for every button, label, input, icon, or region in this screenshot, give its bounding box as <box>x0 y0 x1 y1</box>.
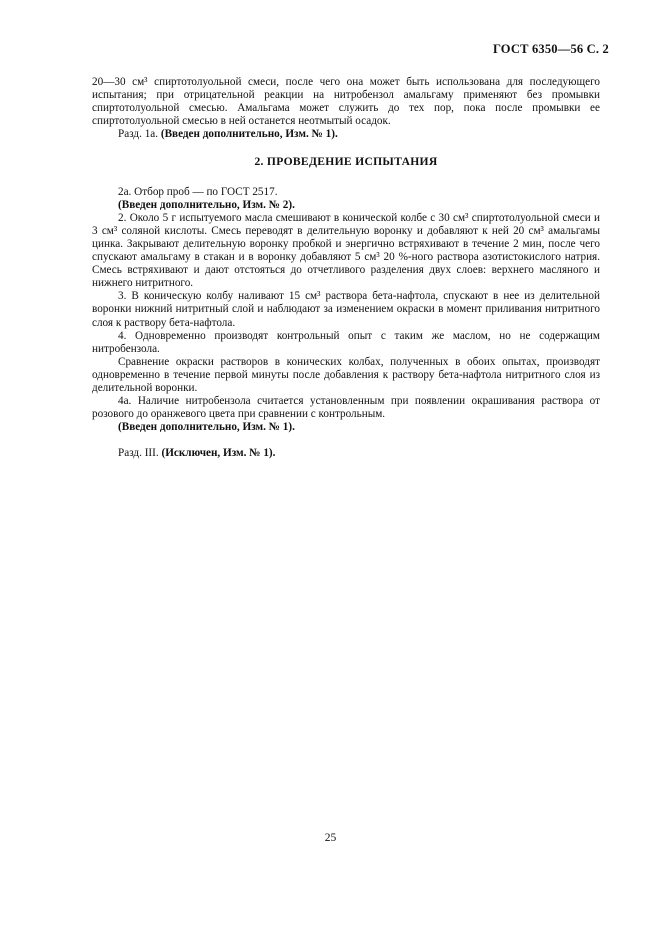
paragraph-4a-result: 4а. Наличие нитробензола считается установленным при появлении окрашивания раствора от розового до оранжевого цвета при сравнении с контрольным. <box>92 395 600 421</box>
razd-iii-amendment: (Исключен, Изм. № 1). <box>161 447 276 460</box>
body-text <box>92 76 600 460</box>
razd-1a-amendment: (Введен дополнительно, Изм. № 1). <box>160 128 338 141</box>
running-head: ГОСТ 6350—56 С. 2 <box>492 42 609 56</box>
paragraph-2-procedure: 2. Около 5 г испытуемого масла смешивают в конической колбе с 30 см³ спиртотолуольной смеси и 3 см³ соляной кислоты. Смесь переводят в делительную воронку и добавляют к ней 20 см³ амальгамы цинка. Закрывают делительную воронку пробкой и энергично встряхивают в течение 2 мин, после чего спускают амальгаму в стакан и в воронку добавляют 5 см³ 20 %-ного раствора азотистокислого натрия. Смесь встряхивают и дают отстояться до отчетливого разделения двух слоев: верхнего масляного и нижнего нитритного. <box>92 211 600 290</box>
paragraph-4-control: 4. Одновременно производят контрольный опыт с таким же маслом, но не содержащим нитробензола. <box>92 329 600 355</box>
paragraph-3-naphthol: 3. В коническую колбу наливают 15 см³ раствора бета-нафтола, спускают в нее из делительной воронки нижний нитритный слой и наблюдают за изменением окраски в момент приливания нитритного слоя к раствору бета-нафтола. <box>92 290 600 329</box>
paragraph-2a-amendment: (Введен дополнительно, Изм. № 2). <box>118 198 295 211</box>
paragraph-4a-amendment: (Введен дополнительно, Изм. № 1). <box>118 421 295 434</box>
paragraph-color-comparison: Сравнение окраски растворов в конических колбах, полученных в обоих опытах, производят одновременно в течение первой минуты после добавления к раствору бета-нафтола нитритного слоя из делительной воронки. <box>92 355 600 394</box>
page-number: 25 <box>324 832 337 844</box>
paragraph-amalgam-wash: 20—30 см³ спиртотолуольной смеси, после чего она может быть использована для последующего испытания; при отрицательной реакции на нитробензол амальгаму применяют без промывки спиртотолуольной смесью. Амальгама может служить до тех пор, пока после промывки ее спиртотолуольной смесью в ней останется неотмытый осадок. <box>92 76 600 128</box>
razd-1a-label: Разд. 1а. <box>118 128 159 141</box>
razd-iii-label: Разд. III. <box>118 447 159 460</box>
paragraph-razd-iii <box>92 447 600 460</box>
paragraph-razd-1a <box>92 128 600 141</box>
paragraph-2a-sampling: 2а. Отбор проб — по ГОСТ 2517. <box>118 185 278 198</box>
section-heading: 2. ПРОВЕДЕНИЕ ИСПЫТАНИЯ <box>254 155 438 169</box>
